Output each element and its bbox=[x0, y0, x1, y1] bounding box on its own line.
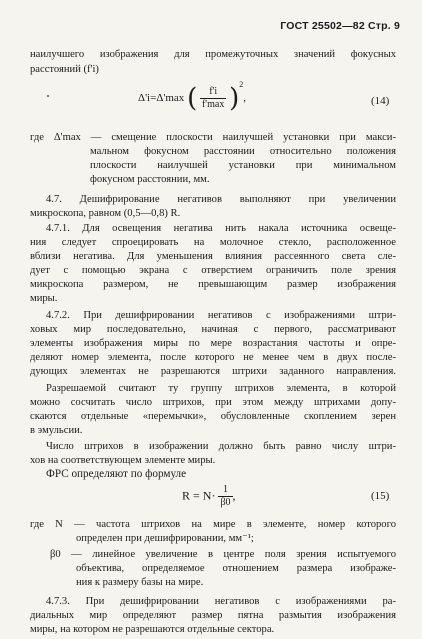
text-line: дует с помощью экрана с отверстием ограничить поле зрения bbox=[30, 265, 396, 276]
formula-lhs: R = N· bbox=[182, 488, 216, 503]
text-line: Число штрихов в изображении должно быть равно числу штри- bbox=[46, 441, 396, 452]
fraction-denominator: β0 bbox=[220, 497, 231, 508]
text-line: дующих элементах не разрешаются штрихи заданного направления. bbox=[30, 366, 396, 377]
speck bbox=[47, 95, 49, 97]
formula-15 bbox=[182, 484, 236, 509]
formula-14 bbox=[138, 80, 246, 114]
text-line: можно сосчитать число штрихов, при этом между штрихами допу- bbox=[30, 397, 396, 408]
text-line: миры, на котором не разрешаются отдельные сектора. bbox=[30, 624, 275, 635]
text-line: ФРС определяют по формуле bbox=[46, 468, 187, 480]
text-line: наилучшего изображения для промежуточных значений фокусных bbox=[30, 49, 396, 60]
text-line: β0 — линейное увеличение в центре поля зрения испытуемого bbox=[50, 549, 396, 560]
text-line: вблизи негатива. Для уменьшения влияния рассеянного света сле- bbox=[30, 251, 396, 262]
formula-power: 2 bbox=[239, 80, 244, 89]
page-header: ГОСТ 25502—82 Стр. 9 bbox=[280, 20, 400, 32]
fraction-numerator: f'i bbox=[200, 86, 226, 99]
fraction-denominator: f'max bbox=[201, 98, 225, 110]
text-line: диальных мир определяют размер пятна размытия изображения bbox=[30, 610, 396, 621]
equation-number: (15) bbox=[371, 490, 390, 502]
fraction-numerator: 1 bbox=[218, 484, 232, 497]
text-line: 4.7.3. При дешифрировании негативов с изображениями ра- bbox=[46, 596, 396, 607]
text-line: Разрешаемой считают ту группу штрихов элемента, в которой bbox=[46, 383, 396, 394]
text-line: скаются отдельные «перемычки», обусловленные скоплением зерен bbox=[30, 411, 396, 422]
formula-lhs: Δ'i=Δ'max bbox=[138, 92, 185, 104]
text-line: определен при дешифрировании, мм⁻¹; bbox=[76, 533, 254, 544]
text-line: в эмульсии. bbox=[30, 425, 83, 436]
fraction bbox=[200, 86, 226, 111]
text-line: миры. bbox=[30, 293, 58, 304]
text-line: объектива, определяемое отношением размера изображе- bbox=[76, 563, 396, 574]
text-line: мальном фокусном расстоянии относительно положения bbox=[90, 146, 396, 157]
text-line: микроскопа, равном (0,5—0,8) R. bbox=[30, 208, 181, 219]
text-line: фокусном расстоянии, мм. bbox=[90, 174, 210, 185]
text-line: ния следует спроецировать на молочное стекло, расположенное bbox=[30, 237, 396, 248]
text-line: 4.7.1. Для освещения негатива нить накала источника освеще- bbox=[46, 223, 396, 234]
formula-comma: , bbox=[232, 488, 236, 503]
text-line: где N — частота штрихов на мире в элементе, номер которого bbox=[30, 519, 396, 530]
text-line: 4.7.2. При дешифрировании негативов с изображениями штри- bbox=[46, 310, 396, 321]
text-line: расстояний (f'i) bbox=[30, 64, 99, 75]
paren-close: ) bbox=[229, 83, 240, 114]
paren-open: ( bbox=[187, 83, 198, 114]
text-line: хов на соответствующем элементе миры. bbox=[30, 455, 216, 466]
text-line: 4.7. Дешифрирование негативов выполняют при увеличении bbox=[46, 194, 396, 205]
formula-comma: , bbox=[243, 92, 246, 104]
text-line: где Δ'max — смещение плоскости наилучшей установки при макси- bbox=[30, 132, 396, 143]
text-line: ния к размеру базы на мире. bbox=[76, 577, 204, 588]
text-line: плоскости наилучшей установки при минимальном bbox=[90, 160, 396, 171]
fraction bbox=[218, 484, 232, 509]
text-line: деляют номер элемента, после которого не менее чем в двух после- bbox=[30, 352, 396, 363]
text-line: микроскопа размером, не превышающим размер изображения bbox=[30, 279, 396, 290]
text-line: элементы изображения миры по мере возрастания частоты и опре- bbox=[30, 338, 396, 349]
equation-number: (14) bbox=[371, 95, 390, 107]
text-line: ховых мир последовательно, начиная с первого, рассматривают bbox=[30, 324, 396, 335]
